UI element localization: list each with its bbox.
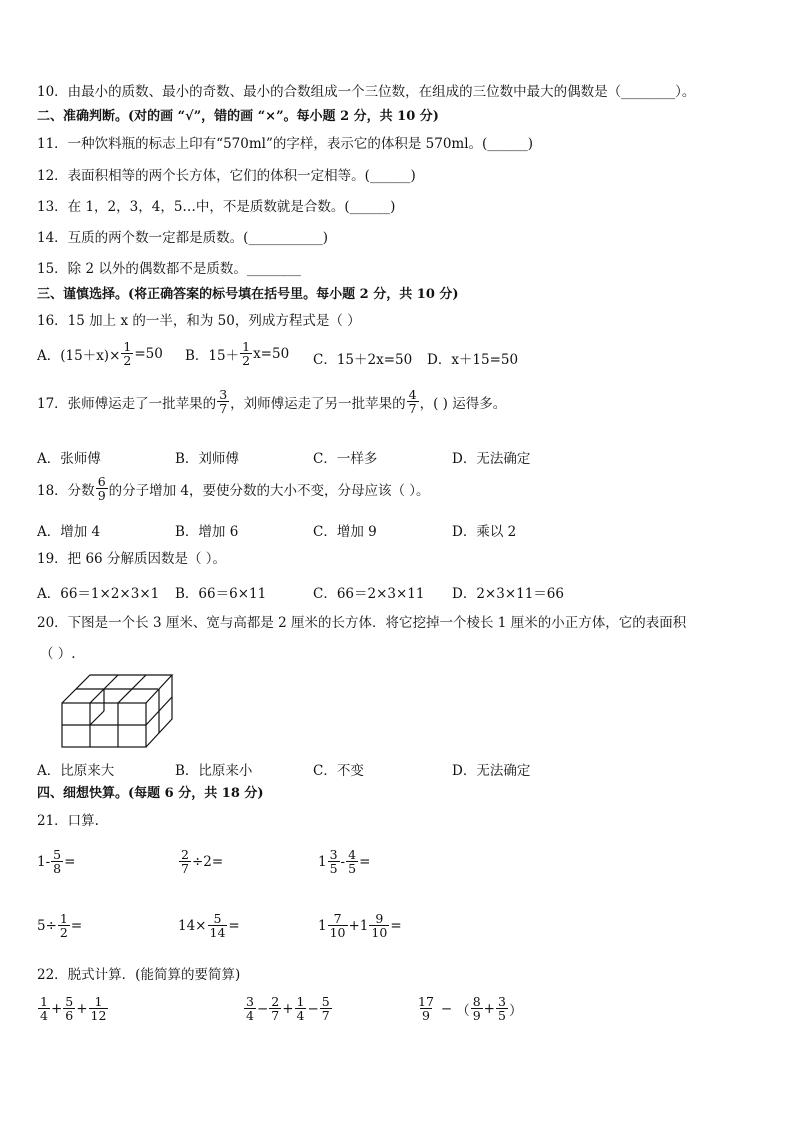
question-20: 20．下图是一个长 3 厘米、宽与高都是 2 厘米的长方体．将它挖掉一个棱长 1 厘米的小正方体，它的表面积 (37, 615, 687, 631)
fraction-five-fourteenths: $\frac{5}{14}$ (209, 911, 226, 940)
fraction-two-sevenths: $\frac{2}{7}$ (271, 994, 280, 1023)
minus-sign: − (440, 1000, 453, 1017)
fraction-seven-tenths: $\frac{7}{10}$ (329, 911, 346, 940)
q16-b-prefix: B．15＋ (185, 347, 240, 364)
q21-e-prefix: 14× (178, 917, 207, 934)
fraction-seventeen-ninths: $\frac{17}{9}$ (418, 994, 434, 1023)
plus-sign: + (50, 1000, 63, 1017)
q16-a-suffix: =50 (134, 345, 163, 362)
section-2-heading: 二、准确判断。(对的画 “√”，错的画 “×”。每小题 2 分，共 10 分) (37, 109, 439, 124)
fraction-three-sevenths: $\frac{3}{7}$ (219, 387, 228, 416)
fraction-two-sevenths: $\frac{2}{7}$ (181, 847, 189, 876)
question-18 (37, 475, 430, 502)
question-21: 21．口算. (37, 813, 99, 829)
section-4-heading: 四、细想快算。(每题 6 分，共 18 分) (37, 786, 264, 801)
q21-a-equals: = (64, 853, 76, 870)
q21-item-a (37, 848, 75, 875)
q21-a-prefix: 1- (37, 853, 51, 870)
q16-option-a (37, 340, 163, 367)
question-10: 10．由最小的质数、最小的奇数、最小的合数组成一个三位数，在组成的三位数中最大的偶数是（________）。 (37, 84, 696, 100)
q18-option-b: B．增加 6 (175, 524, 239, 540)
section-3-heading: 三、谨慎选择。(将正确答案的标号填在括号里。每小题 2 分，共 10 分) (37, 287, 459, 302)
question-13: 13．在 1，2，3，4，5…中，不是质数就是合数。(______) (37, 199, 396, 215)
q16-a-prefix: A．(15＋x)× (37, 347, 121, 364)
q21-d-equals: = (70, 917, 83, 934)
q22-item-b (243, 995, 333, 1022)
left-paren: （ (456, 1002, 470, 1019)
fraction-eight-ninths: $\frac{8}{9}$ (472, 994, 481, 1023)
q18-text-1: 18．分数 (37, 482, 95, 499)
q19-option-a: A．66＝1×2×3×1 (37, 586, 160, 602)
question-20-answer-blank: （ ）. (40, 646, 76, 662)
q17-option-b: B．刘师傅 (175, 451, 239, 467)
q20-option-c: C．不变 (313, 763, 364, 779)
q21-item-f (318, 912, 402, 939)
fraction-one-fourth: $\frac{1}{4}$ (40, 994, 48, 1023)
question-16: 16．15 加上 x 的一半，和为 50，列成方程式是（ ） (37, 313, 361, 329)
q16-option-b (185, 340, 289, 367)
q21-f-equals: = (390, 917, 402, 934)
q19-option-d: D．2×3×11＝66 (452, 586, 564, 602)
q21-b-suffix: ÷2= (191, 853, 224, 870)
cuboid-figure (60, 672, 175, 750)
q17-option-c: C．一样多 (313, 451, 378, 467)
fraction-four-fifths: $\frac{4}{5}$ (348, 847, 357, 876)
question-11: 11．一种饮料瓶的标志上印有“570ml”的字样，表示它的体积是 570ml。(______) (37, 136, 534, 152)
fraction-one-fourth: $\frac{1}{4}$ (296, 994, 305, 1023)
q18-option-a: A．增加 4 (37, 524, 101, 540)
q18-option-d: D．乘以 2 (452, 524, 517, 540)
fraction-three-fifths: $\frac{3}{5}$ (329, 847, 338, 876)
fraction-half: $\frac{1}{2}$ (242, 339, 251, 368)
right-paren: ） (508, 1002, 523, 1019)
q20-option-b: B．比原来小 (175, 763, 253, 779)
fraction-one-twelfth: $\frac{1}{12}$ (90, 994, 107, 1023)
question-22: 22．脱式计算．(能简算的要简算) (37, 967, 241, 983)
fraction-half: $\frac{1}{2}$ (59, 911, 68, 940)
fraction-five-sevenths: $\frac{5}{7}$ (321, 994, 330, 1023)
q18-text-2: 的分子增加 4，要使分数的大小不变，分母应该（ ）。 (108, 482, 430, 499)
q21-f-whole: 1 (318, 917, 327, 934)
question-17 (37, 388, 506, 415)
q20-option-a: A．比原来大 (37, 763, 115, 779)
q19-option-b: B．66＝6×11 (175, 586, 267, 602)
plus-sign: + (76, 1000, 88, 1017)
question-14: 14．互质的两个数一定都是质数。(___________) (37, 230, 328, 246)
q18-option-c: C．增加 9 (313, 524, 377, 540)
fraction-five-eighths: $\frac{5}{8}$ (53, 847, 62, 876)
q17-text-3: ，( ) 运得多。 (419, 395, 507, 412)
fraction-nine-tenths: $\frac{9}{10}$ (371, 911, 388, 940)
q19-option-c: C．66＝2×3×11 (313, 586, 425, 602)
fraction-half: $\frac{1}{2}$ (123, 339, 132, 368)
question-15: 15．除 2 以外的偶数都不是质数。________ (37, 261, 301, 277)
q21-c-equals: = (359, 853, 371, 870)
fraction-five-sixths: $\frac{5}{6}$ (65, 994, 74, 1023)
q16-option-d: D．x＋15=50 (427, 352, 519, 368)
fraction-three-fifths: $\frac{3}{5}$ (497, 994, 506, 1023)
q21-c-minus: - (340, 853, 346, 870)
q17-text-1: 17．张师傅运走了一批苹果的 (37, 395, 217, 412)
q21-item-e (178, 912, 240, 939)
q21-item-b (178, 848, 223, 875)
plus-sign: + (282, 1000, 294, 1017)
fraction-six-ninths: $\frac{6}{9}$ (97, 474, 106, 503)
q21-item-d (37, 912, 82, 939)
question-19: 19．把 66 分解质因数是（ ）。 (37, 551, 226, 567)
fraction-three-fourths: $\frac{3}{4}$ (246, 994, 254, 1023)
fraction-four-sevenths: $\frac{4}{7}$ (408, 387, 417, 416)
plus-sign: + (483, 1000, 495, 1017)
q22-item-c (415, 995, 522, 1022)
q21-d-prefix: 5÷ (37, 917, 57, 934)
minus-sign: − (307, 1000, 319, 1017)
q17-text-2: ，刘师傅运走了另一批苹果的 (230, 395, 406, 412)
q22-item-a (37, 995, 109, 1022)
q16-b-suffix: x=50 (253, 345, 290, 362)
question-12: 12．表面积相等的两个长方体，它们的体积一定相等。(______) (37, 168, 416, 184)
q21-c-whole: 1 (318, 853, 327, 870)
q17-option-d: D．无法确定 (452, 451, 531, 467)
q21-f-plus: +1 (348, 917, 369, 934)
q20-option-d: D．无法确定 (452, 763, 531, 779)
q21-item-c (318, 848, 370, 875)
q16-option-c: C．15＋2x=50 (313, 352, 413, 368)
minus-sign: − (256, 1000, 269, 1017)
q21-e-equals: = (228, 917, 240, 934)
q17-option-a: A．张师傅 (37, 451, 101, 467)
